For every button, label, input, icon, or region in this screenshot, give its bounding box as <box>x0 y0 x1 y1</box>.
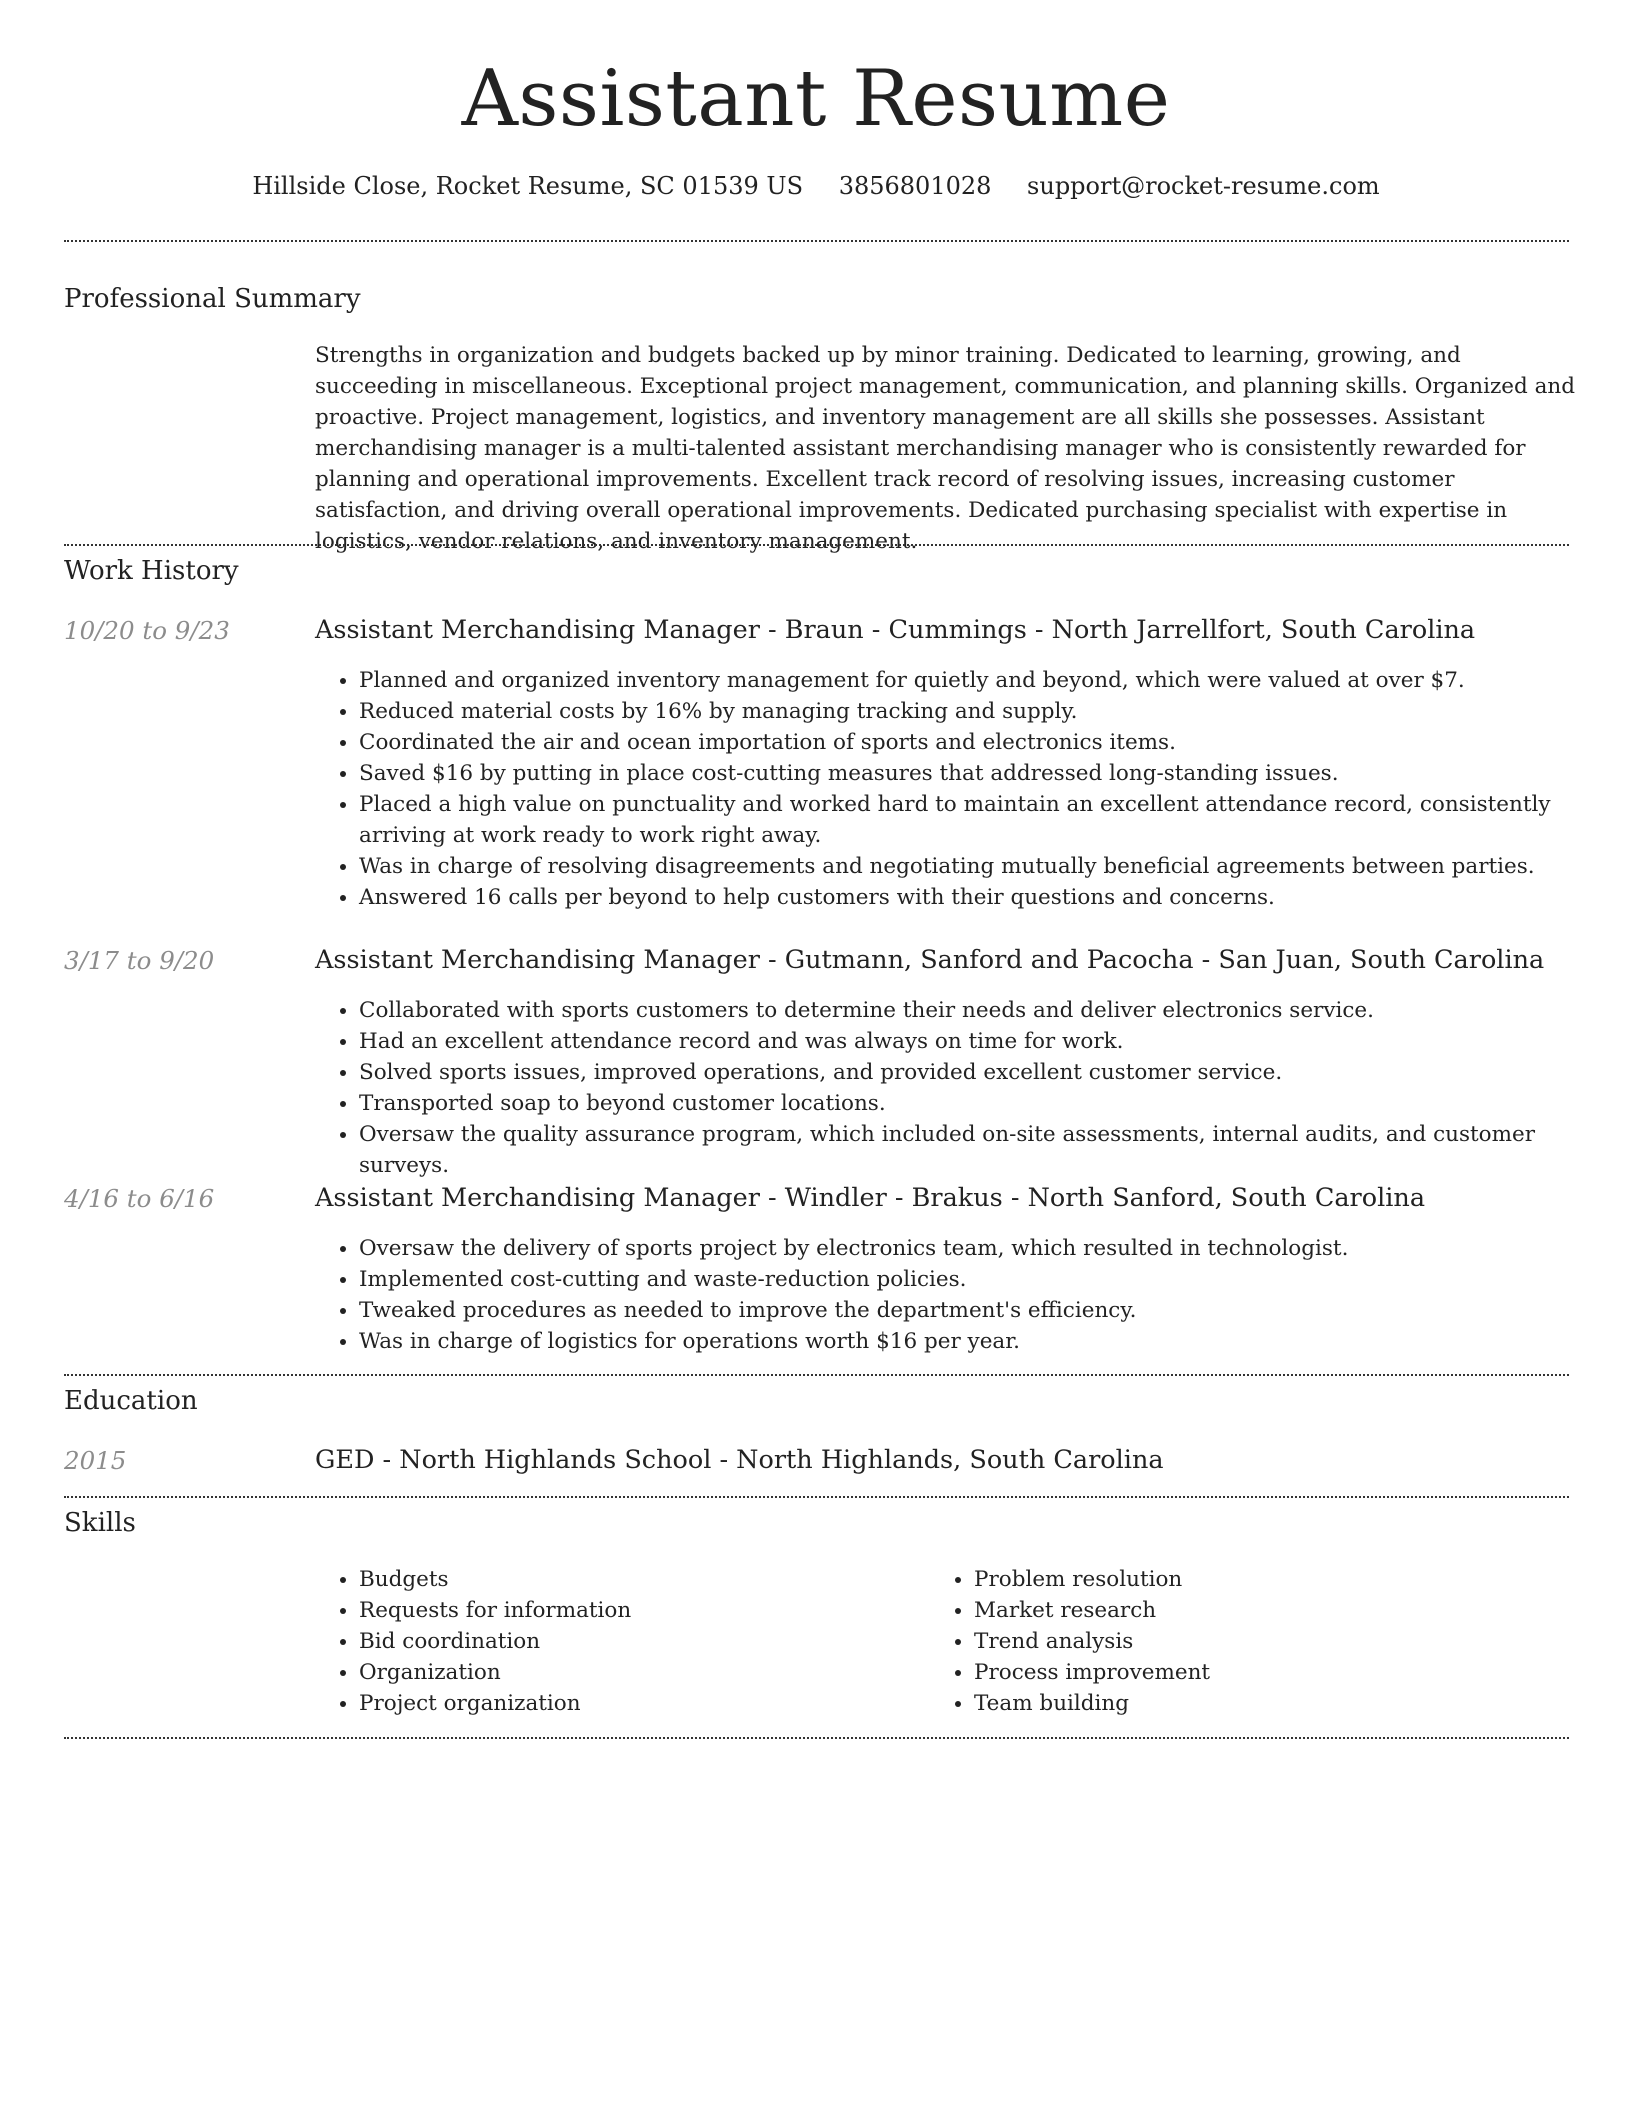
contact-email: support@rocket-resume.com <box>1027 172 1380 200</box>
education-entry: GED - North Highlands School - North Highlands, South Carolina <box>315 1445 1164 1475</box>
list-item: • Answered 16 calls per beyond to help customers with their questions and concerns. <box>359 882 1589 913</box>
job-bullets <box>315 665 1589 913</box>
list-item: • Oversaw the delivery of sports project by electronics team, which resulted in technologist. <box>359 1233 1589 1264</box>
list-item: • Reduced material costs by 16% by managing tracking and supply. <box>359 696 1589 727</box>
job-bullets <box>315 995 1589 1181</box>
list-item: • Budgets <box>359 1564 919 1595</box>
contact-line <box>0 172 1632 200</box>
list-item: • Collaborated with sports customers to determine their needs and deliver electronics service. <box>359 995 1589 1026</box>
list-item: • Had an excellent attendance record and was always on time for work. <box>359 1026 1589 1057</box>
list-item: • Process improvement <box>974 1657 1534 1688</box>
list-item: • Solved sports issues, improved operations, and provided excellent customer service. <box>359 1057 1589 1088</box>
list-item: • Coordinated the air and ocean importation of sports and electronics items. <box>359 727 1589 758</box>
contact-address: Hillside Close, Rocket Resume, SC 01539 US <box>252 172 804 200</box>
job-title: Assistant Merchandising Manager - Windler - Brakus - North Sanford, South Carolina <box>315 1183 1426 1213</box>
summary-text: Strengths in organization and budgets backed up by minor training. Dedicated to learning, growing, and succeeding in miscellaneous. Exceptional project management, communication, and planning skills. Organized and proactive. Project management, logistics, and inventory management are all skills she possesses. Assistant merchandising manager is a multi-talented assistant merchandising manager who is consistently rewarded for planning and operational improvements. Excellent track record of resolving issues, increasing customer satisfaction, and driving overall operational improvements. Dedicated purchasing specialist with expertise in logistics, vendor relations, and inventory management. <box>315 343 1576 554</box>
section-title-skills: Skills <box>64 1508 136 1538</box>
list-item: • Bid coordination <box>359 1626 919 1657</box>
list-item: • Organization <box>359 1657 919 1688</box>
list-item: • Planned and organized inventory management for quietly and beyond, which were valued at over $7. <box>359 665 1589 696</box>
list-item: • Project organization <box>359 1688 919 1719</box>
section-title-education: Education <box>64 1386 198 1416</box>
job-dates: 10/20 to 9/23 <box>64 616 230 645</box>
list-item: • Saved $16 by putting in place cost-cutting measures that addressed long-standing issues. <box>359 758 1589 789</box>
list-item: • Implemented cost-cutting and waste-reduction policies. <box>359 1264 1589 1295</box>
skills-list-left <box>315 1564 919 1719</box>
divider <box>64 544 1569 546</box>
section-title-work-history: Work History <box>64 556 239 586</box>
divider <box>64 1496 1569 1498</box>
list-item: • Transported soap to beyond customer locations. <box>359 1088 1589 1119</box>
job-dates: 4/16 to 6/16 <box>64 1184 215 1213</box>
job-title: Assistant Merchandising Manager - Gutmann, Sanford and Pacocha - San Juan, South Carolina <box>315 945 1545 975</box>
contact-phone: 3856801028 <box>838 172 992 200</box>
job-bullets <box>315 1233 1589 1357</box>
divider <box>64 240 1569 242</box>
skills-list-right <box>930 1564 1534 1719</box>
divider <box>64 1374 1569 1376</box>
list-item: • Was in charge of resolving disagreements and negotiating mutually beneficial agreements between parties. <box>359 851 1589 882</box>
education-date: 2015 <box>64 1446 127 1475</box>
list-item: • Team building <box>974 1688 1534 1719</box>
list-item: • Tweaked procedures as needed to improve the department's efficiency. <box>359 1295 1589 1326</box>
list-item: • Requests for information <box>359 1595 919 1626</box>
list-item: • Trend analysis <box>974 1626 1534 1657</box>
list-item: • Oversaw the quality assurance program, which included on-site assessments, internal audits, and customer surveys. <box>359 1119 1589 1181</box>
list-item: • Problem resolution <box>974 1564 1534 1595</box>
resume-name: Assistant Resume <box>461 54 1171 144</box>
job-title: Assistant Merchandising Manager - Braun - Cummings - North Jarrellfort, South Carolina <box>315 615 1476 645</box>
list-item: • Market research <box>974 1595 1534 1626</box>
job-dates: 3/17 to 9/20 <box>64 946 215 975</box>
divider <box>64 1737 1569 1739</box>
list-item: • Was in charge of logistics for operations worth $16 per year. <box>359 1326 1589 1357</box>
list-item: • Placed a high value on punctuality and worked hard to maintain an excellent attendance record, consistently arriving at work ready to work right away. <box>359 789 1589 851</box>
section-title-summary: Professional Summary <box>64 284 361 314</box>
